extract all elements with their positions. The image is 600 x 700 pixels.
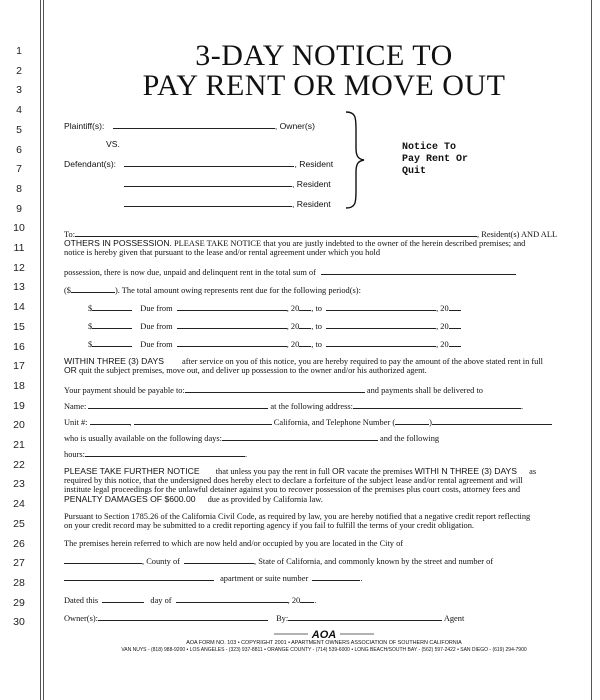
line-number: 1 [16,45,22,57]
city-field[interactable] [134,416,272,425]
dated-20-label: , 20 [287,596,301,605]
available-label: who is usually available on the following days: [64,434,222,443]
others-line [64,238,525,248]
unit-field[interactable] [90,416,130,425]
period-20: , 20 [286,322,300,331]
hours-line [64,448,247,459]
premises-city-field[interactable] [64,555,142,564]
agent-label: Agent [443,614,465,623]
hours-period: . [244,450,248,459]
available-line [64,432,439,443]
others-rest: PLEASE TAKE NOTICE that you are justly indebted to the owner of the herein described premises; and [171,239,526,248]
address-period: . [521,402,524,411]
aoa-logo-text: AOA [311,629,337,640]
period-20b: , 20 [436,322,449,331]
credit-line-1: Pursuant to Section 1785.26 of the California Civil Code, as required by law, you are hereby notified that a negative credit report reflecting [64,512,531,521]
dated-month-field[interactable] [176,594,288,603]
period-due-label: Due from [140,322,173,331]
period-from-field-1[interactable] [177,302,287,311]
amount-close: ). The total amount owing represents rent due for the following period(s): [114,286,361,295]
page-title-line1: 3-DAY NOTICE TO [195,39,453,72]
within2-label: WITHI N THREE (3) DAYS [414,466,518,476]
resident-suffix-2: , Resident [292,179,331,189]
line-number: 19 [13,399,25,412]
period-dollar: $ [88,322,93,331]
margin-rule-left-double [43,0,44,700]
further-line-1 [64,466,536,476]
following-address-label: at the following address: [270,402,353,411]
aoa-logo-icon [274,628,374,640]
line-number: 30 [13,616,25,629]
line-number: 25 [13,517,25,530]
period-to-field-1[interactable] [326,302,436,311]
line-number: 17 [13,360,25,373]
period-20: , 20 [286,340,300,349]
line-number: 7 [16,163,22,176]
penalty-rest: due as provided by California law. [207,495,323,504]
line-number: 8 [16,182,22,195]
penalty-line [64,494,323,504]
line-number: 22 [13,458,25,471]
defendant-field-1[interactable] [124,158,294,167]
notice-box-line-2: Pay Rent Or [402,154,469,165]
amount-line [64,284,361,295]
line-number: 6 [16,143,22,156]
apartment-period: . [360,574,363,583]
defendant-line-1 [64,158,333,169]
line-number: 12 [13,261,25,274]
period-dollar: $ [88,304,93,313]
caption-brace-icon [340,110,370,210]
area-code-field[interactable] [395,416,429,425]
period-to: , to [311,340,322,349]
period-due-label: Due from [140,304,173,313]
by-label: By: [276,614,289,623]
total-sum-field[interactable] [321,266,516,275]
footer-line-1: AOA FORM NO. 103 • COPYRIGHT 2001 • APARTMENT OWNERS ASSOCIATION OF SOUTHERN CALIFORNIA [186,640,462,646]
further-rest: that unless you pay the rent in full [215,467,330,476]
defendant-label: Defendant(s): [64,159,117,169]
defendant-line-3 [124,198,331,209]
line-number: 23 [13,478,25,491]
street-field[interactable] [64,572,214,581]
apartment-label: apartment or suite number [220,574,309,583]
within-rest: after service on you of this notice, you are hereby required to pay the amount of the above stated rent in full [182,357,543,366]
footer-line-2: VAN NUYS - (818) 988-9200 • LOS ANGELES - (323) 937-8811 • ORANGE COUNTY - (714) 539-6000 • LONG BEACH/SOUTH BAY - (562) 597-2422 • SAN DIEGO - (619) 294-7900 [121,647,527,653]
plaintiff-line [64,120,315,131]
signature-line [64,612,464,623]
period-20: , 20 [286,304,300,313]
hours-label: hours: [64,450,85,459]
period-to-field-3[interactable] [326,338,436,347]
line-number: 20 [13,419,25,432]
county-line [64,555,493,566]
or-label: OR [64,365,77,375]
line-number: 21 [13,439,25,451]
county-label: , County of [142,557,180,566]
amount-field[interactable] [71,284,115,293]
quit-rest: quit the subject premises, move out, and deliver up possession to the owner and/or his authorized agent. [76,366,427,375]
line-number: 15 [13,320,25,333]
line-number: 9 [16,202,22,215]
period-dollar: $ [88,340,93,349]
line-number: 2 [16,64,22,77]
page-title-line2: PAY RENT OR MOVE OUT [142,69,506,102]
aoa-logo [274,627,374,639]
to-suffix: , Resident(s) AND ALL [477,230,558,239]
dated-label: Dated this [64,596,99,605]
within-label: WITHIN THREE (3) DAYS [64,356,164,366]
line-number: 5 [16,123,22,136]
name-label: Name: [64,402,87,411]
name-line [64,400,523,411]
as-label: as [529,467,537,476]
further-line-3: institute legal proceedings for the unlawful detainer against you to recover possession of the premises plus court costs, attorney fees and [64,485,521,494]
period-20b: , 20 [436,340,449,349]
period-to-year-3[interactable] [449,338,461,347]
line-number: 16 [13,340,25,353]
further-line-2: required by this notice, that the undersigned does hereby elect to declare a forfeiture of the subject lease and/or rental agreement and will [64,476,523,485]
period-amount-field-1[interactable] [92,302,132,311]
hours-field[interactable] [85,448,248,459]
line-number: 11 [13,242,25,254]
apartment-line [64,572,362,583]
quit-line [64,365,427,375]
resident-suffix-3: , Resident [292,199,331,209]
line-number: 14 [13,301,25,314]
notice-box-line-1: Notice To [402,142,457,153]
delivered-label: and payments shall be delivered to [366,386,483,395]
period-to-field-2[interactable] [326,320,436,329]
or2-label: OR [332,466,345,476]
period-from-year-1[interactable] [299,302,311,311]
notice-box-line-3: Quit [402,166,427,177]
notice-box [402,142,468,178]
california-phone-label: California, and Telephone Number ( [273,418,396,427]
period-amount-field-2[interactable] [92,320,132,329]
defendant-field-2[interactable] [124,178,292,187]
line-number: 27 [13,557,25,570]
county-field[interactable] [184,555,254,564]
payable-label: Your payment should be payable to: [64,386,185,395]
defendant-field-3[interactable] [124,198,292,207]
vs-label: VS. [106,139,120,149]
period-to: , to [311,322,322,331]
name-field[interactable] [88,400,268,409]
period-from-year-2[interactable] [299,320,311,329]
owner-label: Owner(s): [64,614,98,623]
phone-field[interactable] [432,416,552,425]
period-from-field-3[interactable] [177,338,287,347]
plaintiff-label: Plaintiff(s): [64,121,105,131]
notice-line: notice is hereby given that pursuant to the lease and/or rental agreement under which you hold [64,248,381,257]
payable-field[interactable] [185,384,365,393]
paren-close: ) [429,418,432,427]
by-signature-field[interactable] [288,612,442,621]
and-following-label: and the following [380,434,440,443]
line-number: 29 [13,596,25,609]
line-number: 13 [13,281,25,294]
dated-year-field[interactable] [300,594,317,605]
margin-rule-left [40,0,41,700]
period-row-2 [88,320,461,331]
margin-rule-right [591,0,592,700]
period-row-3 [88,338,461,349]
line-number: 28 [13,576,25,589]
to-label: To: [64,230,76,239]
payable-line [64,384,483,395]
resident-suffix-1: , Resident [294,159,334,169]
line-number: 4 [16,104,22,117]
vacate-label: vacate the premises [347,467,413,476]
premises-line: The premises herein referred to which are now held and/or occupied by you are located in the City of [64,539,404,548]
line-number: 10 [13,222,25,235]
owner-suffix: , Owner(s) [274,121,315,131]
dated-period: . [314,596,317,605]
unit-line: Unit #: , California, and Telephone Number ( ) [64,416,552,427]
tenant-names-field[interactable] [75,228,477,237]
others-label: OTHERS IN POSSESSION. [64,238,172,248]
day-of-label: day of [150,596,172,605]
possession-text: possession, there is now due, unpaid and delinquent rent in the total sum of [64,268,316,277]
dated-day-field[interactable] [102,594,144,603]
penalty-label: PENALTY DAMAGES OF $600.00 [64,494,196,504]
period-to: , to [311,304,322,313]
line-number: 3 [16,84,22,97]
plaintiff-field[interactable] [113,120,275,129]
line-number: 24 [13,498,25,511]
period-due-label: Due from [140,340,173,349]
owner-signature-field[interactable] [98,612,268,621]
amount-open: ($ [64,286,71,295]
line-number-column [0,0,40,700]
dated-line [64,594,316,605]
line-number: 18 [13,379,25,392]
further-label: PLEASE TAKE FURTHER NOTICE [64,466,200,476]
unit-label: Unit #: [64,418,88,427]
days-field[interactable] [222,432,378,441]
credit-line-2: on your credit record may be submitted to a credit reporting agency if you fail to fulfill the terms of your credit obligation. [64,521,475,530]
period-amount-field-3[interactable] [92,338,132,347]
period-to-year-2[interactable] [449,320,461,329]
address-field[interactable] [353,400,524,411]
period-from-field-2[interactable] [177,320,287,329]
notice-document [64,0,584,700]
period-from-year-3[interactable] [299,338,311,347]
apartment-field[interactable] [312,572,363,583]
period-to-year-1[interactable] [449,302,461,311]
line-number: 26 [13,537,25,550]
defendant-line-2 [124,178,331,189]
period-20b: , 20 [436,304,449,313]
state-label: , State of California, and commonly known by the street and number of [254,557,494,566]
possession-line [64,266,516,277]
period-row-1 [88,302,461,313]
